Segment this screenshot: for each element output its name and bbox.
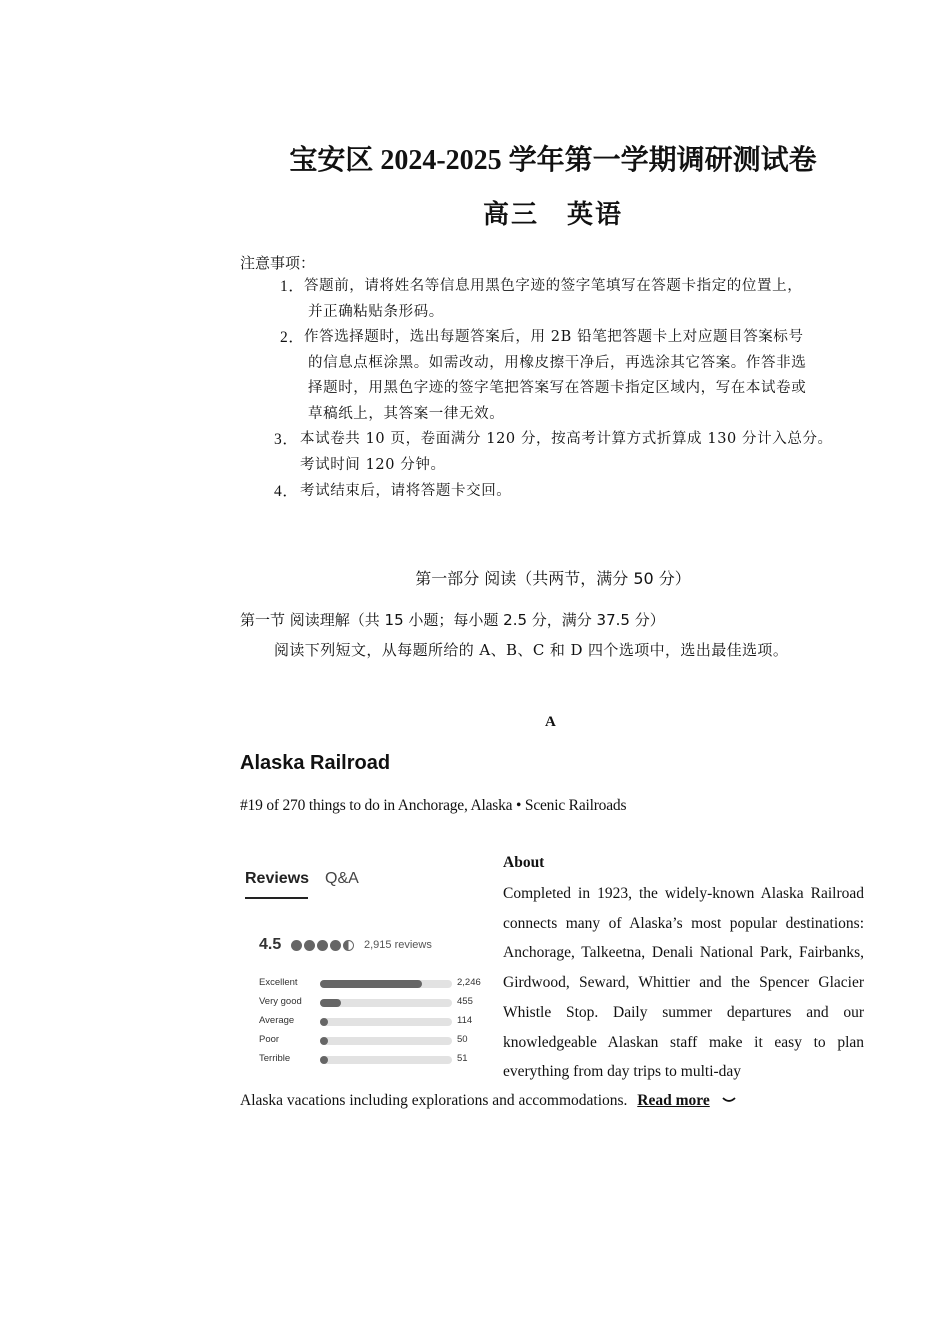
notice-heading: 注意事项： [240, 254, 316, 272]
exam-subtitle: 高三 英语 [482, 200, 623, 230]
exam-title: 宝安区 2024-2025 学年第一学期调研测试卷 [289, 145, 817, 176]
about-last-line: Alaska vacations including explorations and accommodations. [240, 1092, 628, 1109]
rating-bar-label: Average [259, 1015, 295, 1026]
ranking-line: #19 of 270 things to do in Anchorage, Alaska • Scenic Railroads [240, 797, 627, 814]
chevron-down-icon[interactable] [722, 1092, 736, 1110]
rating-bar-fill [320, 1056, 328, 1064]
notice-line: 的信息点框涂黑。如需改动，用橡皮擦干净后，再选涂其它答案。作答非选 [308, 355, 807, 371]
about-text: Completed in 1923, the widely-known Alaska Railroad connects many of Alaska’s most popular destinations: Anchorage, Talkeetna, Denali National Park, Fairbanks, Girdwood, Seward, Whittier and the Spencer Glacier Whistle Stop. Daily summer departures and our knowledgeable Alaskan staff make it easy to plan everything from day trips to multi-day [503, 885, 864, 1081]
review-count: 2,915 reviews [364, 939, 432, 951]
rating-half-bubble-icon [343, 940, 354, 951]
notice-item-number: 4． [274, 483, 299, 500]
notice-line: 答题前，请将姓名等信息用黑色字迹的签字笔填写在答题卡指定的位置上， [304, 278, 803, 294]
article-heading: Alaska Railroad [240, 752, 391, 774]
rating-bubble-icon [304, 940, 315, 951]
rating-bar-track [320, 1056, 452, 1064]
tab-reviews[interactable]: Reviews [245, 870, 310, 887]
rating-bar-count: 455 [457, 996, 473, 1007]
notice-line: 考试时间 120 分钟。 [300, 457, 446, 473]
rating-bar-fill [320, 1037, 328, 1045]
tab-qa[interactable]: Q&A [325, 870, 359, 887]
rating-bar-row[interactable] [259, 977, 489, 991]
passage-letter: A [545, 714, 556, 730]
rating-bubble-icon [330, 940, 341, 951]
rating-bubble-icon [317, 940, 328, 951]
rating-bar-track [320, 1037, 452, 1045]
rating-bar-count: 50 [457, 1034, 468, 1045]
rating-bar-fill [320, 1018, 328, 1026]
rating-bar-track [320, 999, 452, 1007]
notice-line: 考试结束后，请将答题卡交回。 [300, 483, 512, 499]
notice-item-number: 3． [274, 431, 299, 448]
active-tab-underline [245, 897, 308, 899]
rating-value: 4.5 [259, 936, 282, 953]
rating-bar-row[interactable] [259, 996, 489, 1010]
notice-line: 本试卷共 10 页，卷面满分 120 分，按高考计算方式折算成 130 分计入总分。 [300, 431, 833, 447]
about-title: About [503, 854, 545, 871]
rating-bar-track [320, 1018, 452, 1026]
rating-bubbles [291, 940, 354, 951]
rating-bar-count: 51 [457, 1053, 468, 1064]
rating-bar-row[interactable] [259, 1034, 489, 1048]
notice-line: 并正确粘贴条形码。 [308, 304, 444, 320]
notice-line: 择题时，用黑色字迹的签字笔把答案写在答题卡指定区域内，写在本试卷或 [308, 380, 807, 396]
read-more-link[interactable]: Read more [637, 1092, 710, 1109]
reviews-widget [243, 862, 493, 1082]
about-text-continued [240, 1092, 736, 1110]
rating-bubble-icon [291, 940, 302, 951]
rating-bar-fill [320, 999, 341, 1007]
section-heading: 第一节 阅读理解（共 15 小题；每小题 2.5 分，满分 37.5 分） [240, 611, 665, 629]
notice-item-number: 2． [280, 329, 305, 346]
rating-bar-row[interactable] [259, 1015, 489, 1029]
part-heading: 第一部分 阅读（共两节，满分 50 分） [415, 569, 691, 588]
rating-bar-label: Excellent [259, 977, 298, 988]
rating-bar-count: 114 [457, 1015, 473, 1026]
rating-bar-fill [320, 980, 422, 988]
section-instruction: 阅读下列短文，从每题所给的 A、B、C 和 D 四个选项中，选出最佳选项。 [274, 641, 789, 659]
rating-bar-label: Very good [259, 996, 302, 1007]
rating-bar-row[interactable] [259, 1053, 489, 1067]
notice-line: 作答选择题时，选出每题答案后，用 2B 铅笔把答题卡上对应题目答案标号 [304, 329, 804, 345]
rating-bar-count: 2,246 [457, 977, 481, 988]
rating-bar-track [320, 980, 452, 988]
notice-line: 草稿纸上，其答案一律无效。 [308, 406, 505, 422]
rating-bar-label: Terrible [259, 1053, 291, 1064]
notice-item-number: 1． [280, 278, 305, 295]
rating-bar-label: Poor [259, 1034, 280, 1045]
